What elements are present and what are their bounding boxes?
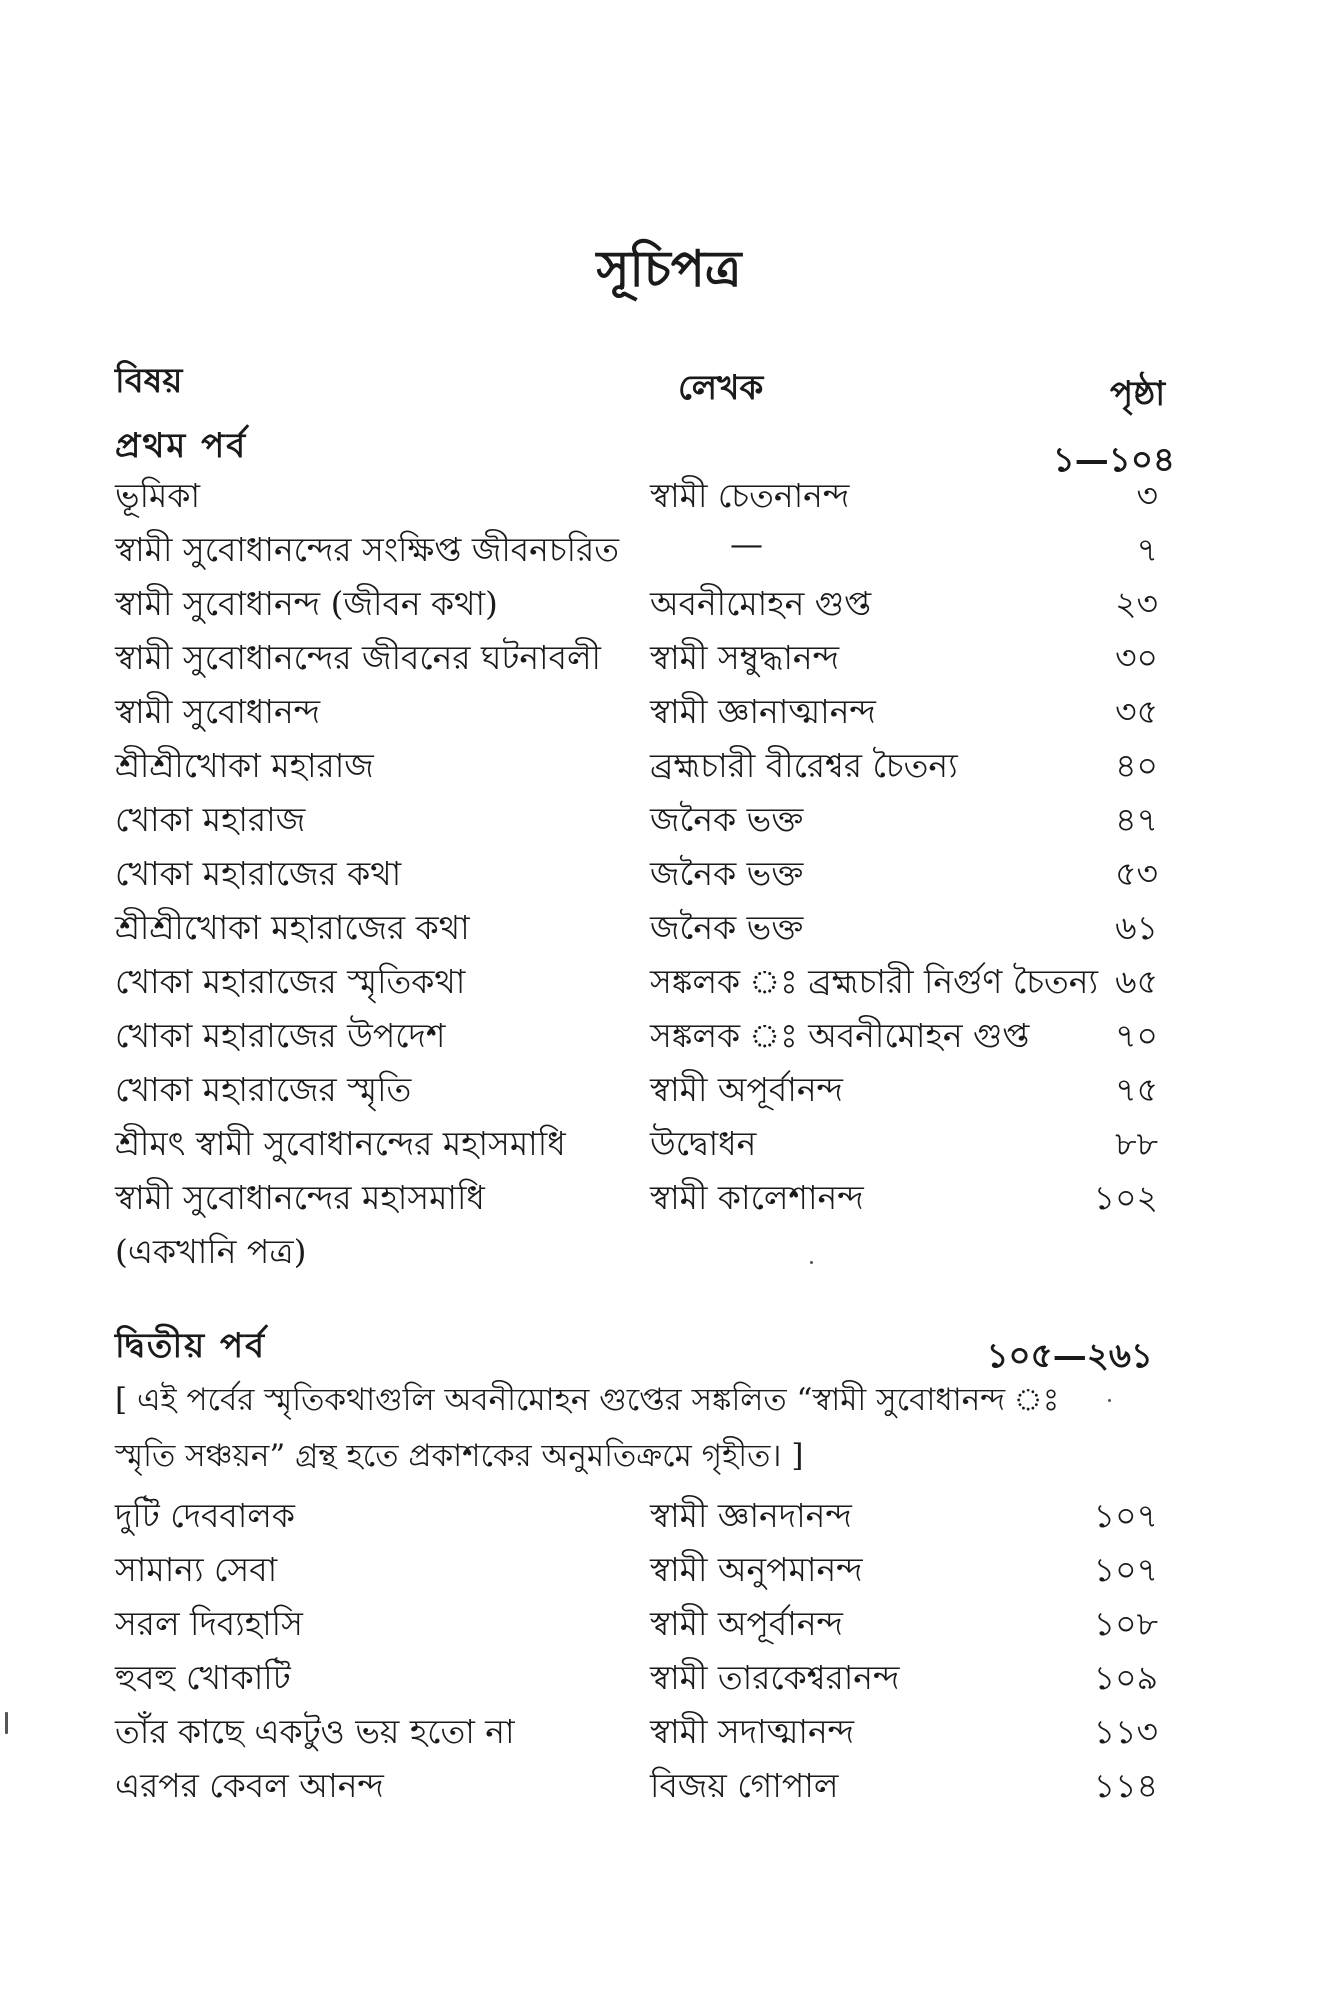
entry-subject: খোকা মহারাজের কথা	[115, 854, 402, 893]
toc-row	[0, 470, 1338, 524]
entry-author: স্বামী চেতনানন্দ	[650, 476, 850, 515]
entry-subject: ভূমিকা	[115, 476, 201, 515]
toc-row	[0, 1172, 1338, 1280]
entry-subject-continuation: (একখানি পত্র)	[115, 1232, 307, 1271]
entry-page: ৭৫	[1115, 1070, 1158, 1109]
entry-author: ব্রহ্মচারী বীরেশ্বর চৈতন্য	[650, 746, 958, 785]
entry-author: সঙ্কলক ঃ অবনীমোহন গুপ্ত	[650, 1016, 1030, 1055]
entry-subject: খোকা মহারাজের স্মৃতিকথা	[115, 962, 466, 1001]
entry-subject: স্বামী সুবোধানন্দ	[115, 692, 321, 731]
note-line: স্মৃতি সঞ্চয়ন” গ্রন্থ হতে প্রকাশকের অনুমতিক্রমে গৃহীত। ]	[115, 1438, 804, 1474]
entry-subject: শ্রীশ্রীখোকা মহারাজ	[115, 746, 374, 785]
entry-subject: সরল দিব্যহাসি	[115, 1604, 303, 1643]
entry-page: ১০৮	[1093, 1604, 1158, 1643]
toc-row	[0, 524, 1338, 578]
entry-author: —	[730, 524, 763, 563]
toc-row	[0, 740, 1338, 794]
toc-row	[0, 794, 1338, 848]
entry-author: উদ্বোধন	[650, 1124, 757, 1163]
entry-page: ১১৪	[1093, 1766, 1158, 1805]
toc-row	[0, 1760, 1338, 1814]
toc-row	[0, 1490, 1338, 1544]
entry-author: বিজয় গোপাল	[650, 1766, 839, 1805]
page-title: সূচিপত্র	[596, 239, 742, 298]
entry-page: ২৩	[1115, 584, 1158, 623]
entry-subject: সামান্য সেবা	[115, 1550, 278, 1589]
entry-page: ৪০	[1115, 746, 1158, 785]
entry-author: স্বামী জ্ঞানাত্মানন্দ	[650, 692, 876, 731]
part-2-page-range: ১০৫—২৬১	[986, 1336, 1153, 1376]
toc-row	[0, 1598, 1338, 1652]
entry-page: ১০৯	[1093, 1658, 1158, 1697]
toc-row	[0, 1010, 1338, 1064]
entry-page: ৩	[1136, 476, 1158, 515]
entry-page: ৭	[1136, 530, 1158, 569]
entry-author: স্বামী সম্বুদ্ধানন্দ	[650, 638, 840, 677]
entry-subject: খোকা মহারাজ	[115, 800, 306, 839]
entry-author: জনৈক ভক্ত	[650, 908, 804, 947]
entry-author: স্বামী সদাত্মানন্দ	[650, 1712, 855, 1751]
entry-subject: খোকা মহারাজের স্মৃতি	[115, 1070, 412, 1109]
toc-row	[0, 956, 1338, 1010]
entry-author: সঙ্কলক ঃ ব্রহ্মচারী নির্গুণ চৈতন্য	[650, 962, 1099, 1001]
toc-row	[0, 1544, 1338, 1598]
toc-row	[0, 1118, 1338, 1172]
entry-page: ৮৮	[1115, 1124, 1158, 1163]
entry-subject: শ্রীশ্রীখোকা মহারাজের কথা	[115, 908, 470, 947]
entry-page: ১০২	[1093, 1178, 1158, 1217]
entry-author: জনৈক ভক্ত	[650, 854, 804, 893]
entry-subject: দুটি দেববালক	[115, 1496, 295, 1535]
entry-author: স্বামী অপূর্বানন্দ	[650, 1070, 843, 1109]
entry-author: অবনীমোহন গুপ্ত	[650, 584, 872, 623]
toc-row	[0, 578, 1338, 632]
toc-row	[0, 632, 1338, 686]
entry-page: ৩০	[1115, 638, 1158, 677]
entry-subject: স্বামী সুবোধানন্দ (জীবন কথা)	[115, 584, 498, 623]
entry-author: জনৈক ভক্ত	[650, 800, 804, 839]
entry-page: ৪৭	[1115, 800, 1158, 839]
scan-speck	[1108, 1399, 1111, 1402]
entry-subject: স্বামী সুবোধানন্দের জীবনের ঘটনাবলী	[115, 638, 602, 677]
column-header-page: পৃষ্ঠা	[1110, 374, 1166, 414]
column-header-author: লেখক	[678, 368, 764, 408]
entry-author: স্বামী জ্ঞানদানন্দ	[650, 1496, 852, 1535]
toc-row	[0, 686, 1338, 740]
note-line: [ এই পর্বের স্মৃতিকথাগুলি অবনীমোহন গুপ্তের সঙ্কলিত “স্বামী সুবোধানন্দ ঃ	[115, 1382, 1060, 1418]
toc-row	[0, 1064, 1338, 1118]
entry-page: ৬১	[1115, 908, 1158, 947]
entry-page: ৬৫	[1115, 962, 1158, 1001]
entry-author: স্বামী অপূর্বানন্দ	[650, 1604, 843, 1643]
part-1-label: প্রথম পর্ব	[115, 426, 248, 466]
entry-page: ১০৭	[1093, 1496, 1158, 1535]
entry-page: ১১৩	[1093, 1712, 1158, 1751]
toc-row	[0, 848, 1338, 902]
entry-page: ৭০	[1115, 1016, 1158, 1055]
entry-page: ৫৩	[1115, 854, 1158, 893]
part-2-label: দ্বিতীয় পর্ব	[115, 1326, 267, 1366]
entry-page: ১০৭	[1093, 1550, 1158, 1589]
entry-subject: খোকা মহারাজের উপদেশ	[115, 1016, 446, 1055]
entry-subject: শ্রীমৎ স্বামী সুবোধানন্দের মহাসমাধি	[115, 1124, 566, 1163]
part-2-note	[115, 1372, 1145, 1484]
column-header-subject: বিষয়	[115, 361, 183, 401]
entry-author: স্বামী অনুপমানন্দ	[650, 1550, 863, 1589]
entry-page: ৩৫	[1115, 692, 1158, 731]
toc-row	[0, 1706, 1338, 1760]
toc-row	[0, 1652, 1338, 1706]
entry-subject: স্বামী সুবোধানন্দের মহাসমাধি	[115, 1178, 485, 1217]
entry-subject: হুবহু খোকাটি	[115, 1658, 291, 1697]
entry-author: স্বামী তারকেশ্বরানন্দ	[650, 1658, 900, 1697]
scan-speck	[5, 1712, 8, 1734]
part-1-page-range: ১—১০৪	[1052, 440, 1175, 480]
entry-subject: এরপর কেবল আনন্দ	[115, 1766, 384, 1805]
entry-author: স্বামী কালেশানন্দ	[650, 1178, 864, 1217]
scan-speck	[810, 1261, 813, 1264]
entry-subject: তাঁর কাছে একটুও ভয় হতো না	[115, 1712, 515, 1751]
entry-subject: স্বামী সুবোধানন্দের সংক্ষিপ্ত জীবনচরিত	[115, 530, 620, 569]
toc-row	[0, 902, 1338, 956]
